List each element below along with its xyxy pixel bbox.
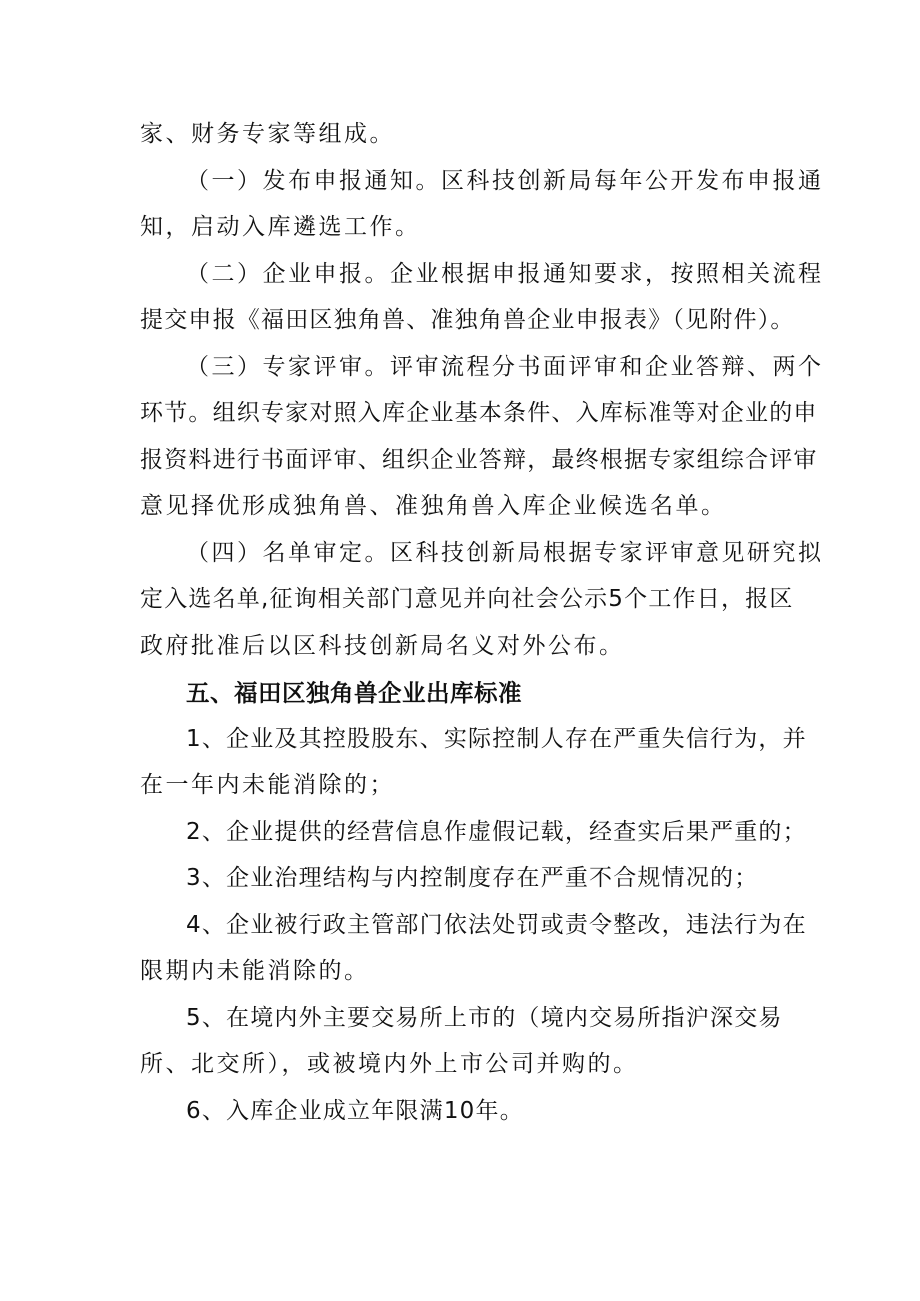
text-line: 限期内未能消除的。 [140,958,370,984]
text-line: 3、企业治理结构与内控制度存在严重不合规情况的； [186,865,759,891]
text-line: 提交申报《福田区独角兽、准独角兽企业申报表》（见附件）。 [140,307,795,333]
text-line: 知，启动入库遴选工作。 [140,214,421,240]
text-line: 环节。组织专家对照入库企业基本条件、入库标准等对企业的申 [140,400,818,426]
text-line: 家、财务专家等组成。 [140,121,395,147]
text-line: （四）名单审定。区科技创新局根据专家评审意见研究拟 [186,540,824,566]
text-line: 6、入库企业成立年限满10年。 [186,1098,524,1124]
section-heading: 五、福田区独角兽企业出库标准 [186,679,522,707]
text-line: 在一年内未能消除的； [140,772,395,798]
text-line: 报资料进行书面评审、组织企业答辩，最终根据专家组综合评审 [140,447,818,473]
text-line: 4、企业被行政主管部门依法处罚或责令整改，违法行为在 [186,912,807,938]
text-line: 2、企业提供的经营信息作虚假记载，经查实后果严重的； [186,819,807,845]
text-line: 政府批准后以区科技创新局名义对外公布。 [140,633,625,659]
text-line: （一）发布申报通知。区科技创新局每年公开发布申报通 [186,168,824,194]
text-line: 1、企业及其控股股东、实际控制人存在严重失信行为，并 [186,726,807,752]
text-line: 意见择优形成独角兽、准独角兽入库企业候选名单。 [140,493,727,519]
text-line: （二）企业申报。企业根据申报通知要求，按照相关流程 [186,261,824,287]
text-line: 定入选名单,征询相关部门意见并向社会公示5个工作日，报区 [140,586,794,612]
text-line: （三）专家评审。评审流程分书面评审和企业答辩、两个 [186,354,824,380]
text-line: 5、在境内外主要交易所上市的（境内交易所指沪深交易 [186,1005,783,1031]
text-line: 所、北交所），或被境内外上市公司并购的。 [140,1051,639,1077]
